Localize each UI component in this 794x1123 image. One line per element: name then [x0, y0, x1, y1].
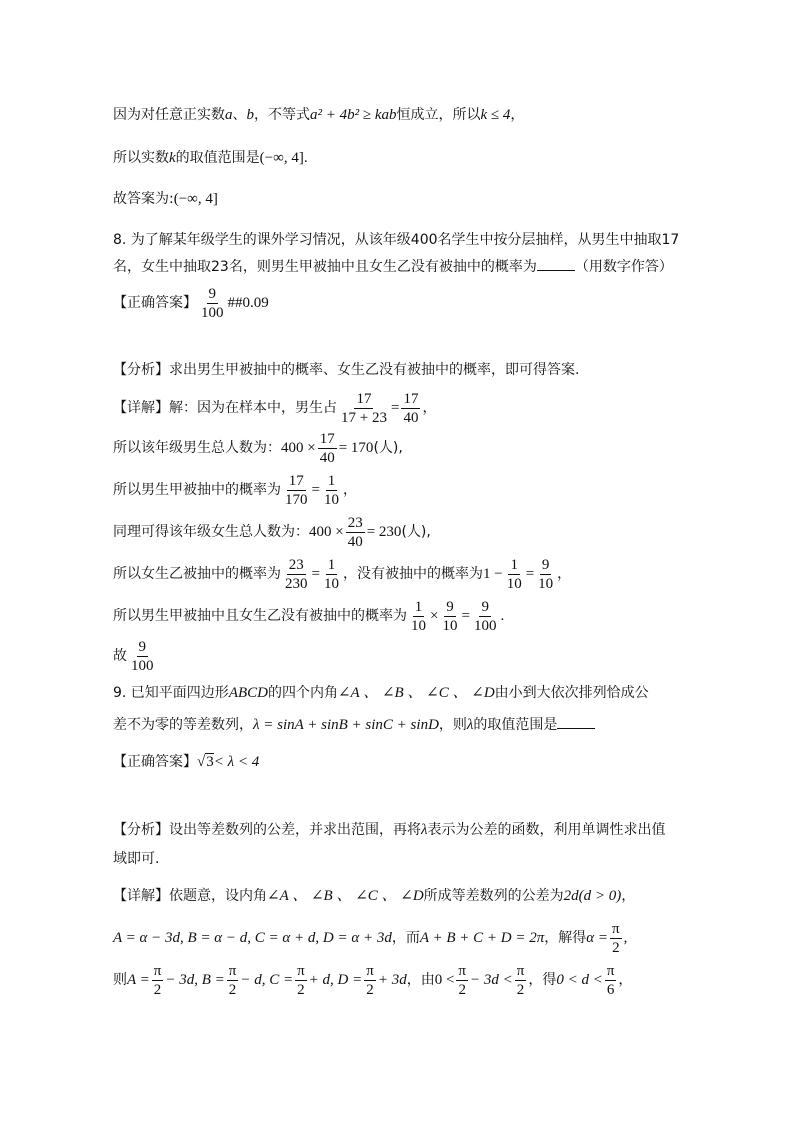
numerator: 9 [481, 598, 489, 615]
math-b: b [246, 107, 254, 123]
math: + 3d [377, 972, 407, 988]
text: 所以实数 [113, 150, 169, 166]
text: 同理可得该年级女生总人数为： [113, 524, 309, 540]
fraction [456, 962, 468, 999]
fraction [339, 390, 389, 427]
text: 解：因为在样本中，男生占 [169, 400, 337, 416]
detail-8 [113, 388, 436, 428]
fraction [152, 962, 164, 999]
question-9-cont [113, 714, 595, 735]
denominator: 2 [516, 981, 525, 998]
numerator: π [366, 962, 374, 979]
numerator: 9 [541, 556, 550, 573]
fraction [283, 472, 310, 509]
denominator: 170 [285, 491, 308, 508]
math: × [430, 608, 439, 624]
fraction [440, 598, 459, 635]
fraction [364, 962, 376, 999]
math: − d, C = [240, 972, 294, 988]
fraction [515, 962, 527, 999]
text: ，解得 [544, 930, 587, 946]
fraction [605, 962, 617, 999]
question-9 [113, 683, 649, 703]
math-inequality: a² + 4b² ≥ kab [310, 107, 397, 123]
math: ABCD [228, 685, 268, 701]
text: ， [510, 107, 525, 123]
math: . [500, 608, 505, 624]
math: = [390, 400, 400, 416]
text: 所以男生甲被抽中的概率为 [113, 482, 281, 498]
denominator: 230 [285, 575, 308, 592]
text: （用数字作答） [574, 259, 673, 275]
fraction [129, 638, 156, 675]
numerator: 1 [327, 556, 336, 573]
fraction [283, 556, 310, 593]
numerator: 17 [356, 390, 372, 407]
text: 的取值范围是 [175, 150, 260, 166]
text: ，而 [391, 930, 420, 946]
fraction [318, 430, 337, 467]
text: 8. 为了解某年级学生的课外学习情况，从该年级400名学生中按分层抽样，从男生中抽取17 [113, 232, 680, 248]
numerator: π [228, 962, 237, 979]
denominator: 17 + 23 [341, 409, 387, 426]
math: ∠A 、 ∠B 、 ∠C 、 ∠D [337, 685, 495, 701]
math: 0 < d < [556, 972, 603, 988]
denominator: 100 [131, 657, 154, 674]
denominator: 10 [506, 575, 522, 592]
detail-line [113, 554, 571, 594]
text-line [113, 189, 218, 209]
analysis-8 [113, 360, 579, 380]
numerator: π [516, 962, 525, 979]
text: ，则 [438, 717, 467, 733]
detail-line [113, 470, 357, 510]
text: ##0.09 [227, 295, 269, 311]
numerator: π [612, 920, 620, 937]
fraction [505, 556, 524, 593]
detail-line [113, 428, 403, 468]
fraction [199, 285, 226, 322]
math: , [623, 930, 628, 946]
detail-label: 【详解】 [113, 400, 169, 416]
text: 域即可. [113, 851, 160, 867]
fraction [322, 472, 341, 509]
text: 、 [232, 107, 247, 123]
math: + d, D = [308, 972, 363, 988]
math: = [461, 608, 470, 624]
math-range: (−∞, 4]. [259, 150, 308, 166]
math-k: k [169, 150, 176, 166]
answer-blank [537, 256, 575, 271]
math: 2d(d > 0) [563, 888, 622, 904]
answer-8 [113, 283, 269, 323]
analysis-label: 【分析】 [113, 362, 169, 378]
denominator: 40 [319, 449, 335, 466]
math: 400 × [281, 440, 316, 456]
text: 所以该年级男生总人数为： [113, 440, 281, 456]
answer-9 [113, 752, 259, 772]
fraction [346, 514, 365, 551]
math: 400 × [309, 524, 344, 540]
detail-line [113, 918, 627, 958]
text: 由小到大依次排列恰成公 [494, 685, 649, 701]
detail-9 [113, 886, 635, 906]
denominator: 40 [347, 533, 363, 550]
math: A = α − 3d, B = α − d, C = α + d, D = α + 3d [113, 930, 392, 946]
denominator: 2 [366, 981, 374, 998]
numerator: 1 [327, 472, 336, 489]
detail-label: 【详解】 [113, 888, 169, 904]
text: 所以女生乙被抽中的概率为 [113, 566, 281, 582]
text: ， [557, 566, 572, 582]
math: = 230 [366, 524, 402, 540]
numerator: π [153, 962, 162, 979]
detail-line [113, 636, 158, 676]
math: A = [127, 972, 150, 988]
math: α = [586, 930, 609, 946]
text: (人), [373, 440, 403, 456]
fraction [472, 598, 499, 635]
text: 恒成立，所以 [396, 107, 481, 123]
math: A + B + C + D = 2π [419, 930, 545, 946]
denominator: 100 [473, 617, 497, 634]
math: λ [421, 822, 428, 838]
numerator: 17 [319, 430, 335, 447]
text: 9. 已知平面四边形 [113, 685, 229, 701]
fraction [401, 390, 420, 427]
answer-label: 【正确答案】 [113, 754, 197, 770]
fraction [610, 920, 622, 957]
text: 依题意，设内角 [169, 888, 267, 904]
text: 故 [113, 648, 127, 664]
numerator: π [606, 962, 615, 979]
denominator: 10 [411, 617, 426, 634]
analysis-label: 【分析】 [113, 822, 169, 838]
sqrt-sign: √ [197, 754, 206, 770]
numerator: 1 [510, 556, 518, 573]
answer-blank [557, 714, 595, 729]
denominator: 10 [442, 617, 458, 634]
fraction [322, 556, 341, 593]
text: 故答案为: [113, 191, 174, 207]
denominator: 2 [228, 981, 237, 998]
denominator: 6 [606, 981, 615, 998]
detail-line [113, 960, 632, 1000]
text: 所以男生甲被抽中且女生乙没有被抽中的概率为 [113, 608, 407, 624]
text: ，由 [406, 972, 435, 988]
numerator: 9 [138, 638, 146, 655]
math-a: a [225, 107, 233, 123]
denominator: 2 [612, 939, 620, 956]
fraction [295, 962, 307, 999]
denominator: 10 [538, 575, 554, 592]
text: 设出等差数列的公差，并求出范围，再将 [169, 822, 421, 838]
analysis-9 [113, 820, 666, 840]
numerator: 9 [446, 598, 454, 615]
numerator: 23 [288, 556, 304, 573]
text: 则 [113, 972, 127, 988]
math: λ = sinA + sinB + sinC + sinD [253, 717, 439, 733]
fraction [409, 598, 428, 635]
math-k: k ≤ 4 [480, 107, 511, 123]
text: ，不等式 [254, 107, 310, 123]
math: − 3d, B = [165, 972, 225, 988]
detail-line [113, 512, 431, 552]
denominator: 100 [201, 304, 224, 321]
text: ， [618, 972, 633, 988]
text-line [113, 105, 524, 125]
text: 因为对任意正实数 [113, 107, 225, 123]
text: 的取值范围是 [473, 717, 558, 733]
analysis-9-cont [113, 849, 159, 869]
text: 名，女生中抽取23名，则男生甲被抽中且女生乙没有被抽中的概率为 [113, 259, 537, 275]
question-8 [113, 230, 679, 250]
numerator: 23 [347, 514, 363, 531]
math: 3 [206, 754, 214, 770]
math: 0 < [434, 972, 455, 988]
numerator: π [458, 962, 466, 979]
text: ， [621, 888, 636, 904]
math: 1 − [482, 566, 503, 582]
math: < λ < 4 [213, 754, 260, 770]
text: 求出男生甲被抽中的概率、女生乙没有被抽中的概率，即可得答案. [169, 362, 580, 378]
denominator: 2 [153, 981, 162, 998]
text: 所成等差数列的公差为 [423, 888, 564, 904]
text: 表示为公差的函数，利用单调性求出值 [427, 822, 666, 838]
text: (人), [401, 524, 431, 540]
answer-label: 【正确答案】 [113, 295, 197, 311]
math: = [525, 566, 535, 582]
numerator: 17 [403, 390, 419, 407]
math-range: (−∞, 4] [173, 191, 218, 207]
denominator: 40 [403, 409, 419, 426]
numerator: 9 [208, 285, 216, 302]
numerator: 17 [288, 472, 304, 489]
question-8-cont [113, 256, 673, 277]
denominator: 2 [458, 981, 466, 998]
denominator: 2 [297, 981, 305, 998]
text: ，没有被抽中的概率为 [342, 566, 483, 582]
denominator: 10 [323, 575, 339, 592]
detail-line [113, 596, 504, 636]
text: 差不为零的等差数列， [113, 717, 253, 733]
math: ∠A 、 ∠B 、 ∠C 、 ∠D [267, 888, 424, 904]
denominator: 10 [323, 491, 339, 508]
text-line [113, 148, 308, 168]
text: ，得 [528, 972, 557, 988]
math: = [311, 482, 320, 498]
math: − 3d < [470, 972, 513, 988]
math: = [311, 566, 320, 582]
math: λ [466, 717, 474, 733]
numerator: π [297, 962, 305, 979]
text: ， [342, 482, 357, 498]
numerator: 1 [414, 598, 423, 615]
text: ， [422, 400, 437, 416]
fraction [227, 962, 239, 999]
text: 的四个内角 [267, 685, 338, 701]
math: = 170 [338, 440, 374, 456]
fraction [536, 556, 555, 593]
